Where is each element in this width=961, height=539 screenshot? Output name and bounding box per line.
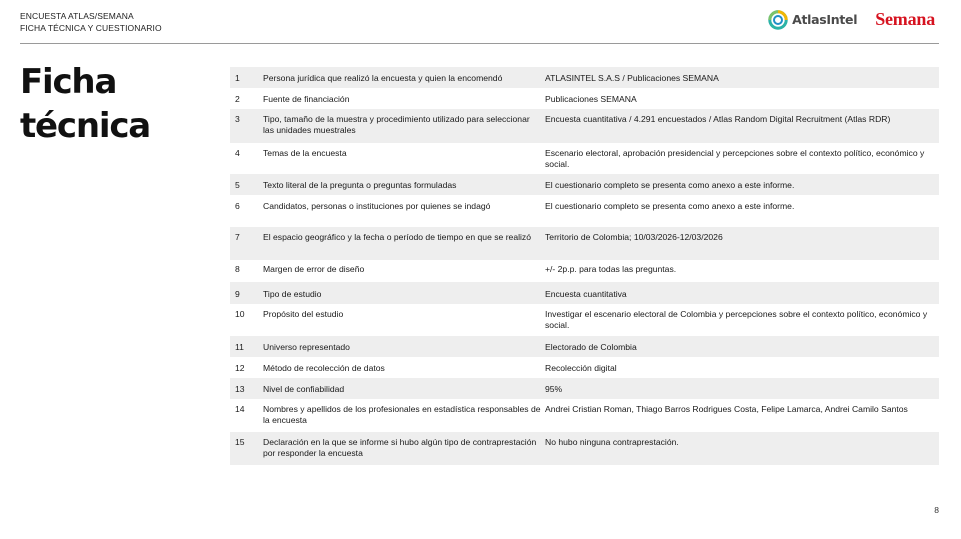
- table-row: [230, 282, 939, 304]
- row-question: Propósito del estudio: [263, 309, 344, 319]
- row-question: Método de recolección de datos: [263, 363, 385, 373]
- row-number: 12: [235, 363, 245, 373]
- row-answer: El cuestionario completo se presenta como anexo a este informe.: [545, 201, 795, 211]
- row-answer: Electorado de Colombia: [545, 342, 637, 352]
- row-number: 2: [235, 94, 240, 104]
- row-question: Tipo de estudio: [263, 289, 322, 299]
- row-number: 3: [235, 114, 240, 124]
- row-question: Declaración en la que se informe si hubo algún tipo de contraprestación por responder la encuesta: [263, 437, 537, 458]
- row-question: Universo representado: [263, 342, 350, 352]
- row-answer: Encuesta cuantitativa / 4.291 encuestados / Atlas Random Digital Recruitment (Atlas RDR): [545, 114, 891, 124]
- row-answer: Escenario electoral, aprobación presidencial y percepciones sobre el contexto político, económico y social.: [545, 148, 925, 169]
- header-divider: [20, 43, 939, 44]
- row-question: Nombres y apellidos de los profesionales en estadística responsables de la encuesta: [263, 404, 541, 425]
- row-question: Fuente de financiación: [263, 94, 350, 104]
- table-row: [230, 336, 939, 357]
- table-row: [230, 195, 939, 227]
- table-row: [230, 88, 939, 109]
- page-title: [20, 60, 150, 148]
- atlasintel-logo: [768, 10, 857, 30]
- row-number: 4: [235, 148, 240, 158]
- document-header: [20, 10, 162, 34]
- table-row: [230, 227, 939, 260]
- atlasintel-wordmark: AtlasIntel: [792, 12, 858, 27]
- row-answer: El cuestionario completo se presenta como anexo a este informe.: [545, 180, 795, 190]
- row-number: 5: [235, 180, 240, 190]
- table-row: [230, 143, 939, 174]
- row-number: 1: [235, 73, 240, 83]
- table-row: [230, 357, 939, 378]
- row-number: 10: [235, 309, 245, 319]
- table-row: [230, 378, 939, 399]
- table-row: [230, 304, 939, 336]
- row-number: 7: [235, 232, 240, 242]
- row-number: 11: [235, 342, 244, 352]
- page-title-line-1: Ficha: [20, 62, 117, 102]
- row-number: 6: [235, 201, 240, 211]
- row-question: Candidatos, personas o instituciones por quienes se indagó: [263, 201, 491, 211]
- row-number: 8: [235, 264, 240, 274]
- row-answer: Recolección digital: [545, 363, 617, 373]
- row-question: Texto literal de la pregunta o preguntas formuladas: [263, 180, 457, 190]
- row-number: 13: [235, 384, 245, 394]
- header-line-2: FICHA TÉCNICA Y CUESTIONARIO: [20, 23, 162, 33]
- logo-bar: [768, 9, 935, 30]
- page-title-line-2: técnica: [20, 106, 151, 146]
- row-question: El espacio geográfico y la fecha o período de tiempo en que se realizó: [263, 232, 532, 242]
- row-number: 9: [235, 289, 240, 299]
- row-question: Margen de error de diseño: [263, 264, 365, 274]
- row-answer: Andrei Cristian Roman, Thiago Barros Rodrigues Costa, Felipe Lamarca, Andrei Camilo Santos: [545, 404, 908, 414]
- row-question: Tipo, tamaño de la muestra y procedimiento utilizado para seleccionar las unidades muestrales: [263, 114, 530, 135]
- row-number: 14: [235, 404, 245, 414]
- row-answer: +/- 2p.p. para todas las preguntas.: [545, 264, 677, 274]
- table-row: [230, 432, 939, 465]
- row-answer: Investigar el escenario electoral de Colombia y percepciones sobre el contexto político, económico y social.: [545, 309, 928, 330]
- table-row: [230, 174, 939, 195]
- row-question: Persona jurídica que realizó la encuesta y quien la encomendó: [263, 73, 503, 83]
- table-row: [230, 399, 939, 432]
- row-answer: Territorio de Colombia; 10/03/2026-12/03/2026: [545, 232, 723, 242]
- row-answer: Encuesta cuantitativa: [545, 289, 627, 299]
- row-question: Temas de la encuesta: [263, 148, 347, 158]
- table-row: [230, 109, 939, 143]
- table-row: [230, 260, 939, 282]
- row-question: Nivel de confiabilidad: [263, 384, 345, 394]
- row-answer: 95%: [545, 384, 563, 394]
- header-line-1: ENCUESTA ATLAS/SEMANA: [20, 11, 134, 21]
- row-answer: Publicaciones SEMANA: [545, 94, 637, 104]
- atlasintel-mark-icon: [768, 10, 788, 30]
- technical-sheet-table: [230, 67, 939, 465]
- table-row: [230, 67, 939, 88]
- page-number: 8: [934, 505, 939, 515]
- semana-logo: Semana: [875, 9, 935, 29]
- row-answer: ATLASINTEL S.A.S / Publicaciones SEMANA: [545, 73, 719, 83]
- row-number: 15: [235, 437, 245, 447]
- row-answer: No hubo ninguna contraprestación.: [545, 437, 679, 447]
